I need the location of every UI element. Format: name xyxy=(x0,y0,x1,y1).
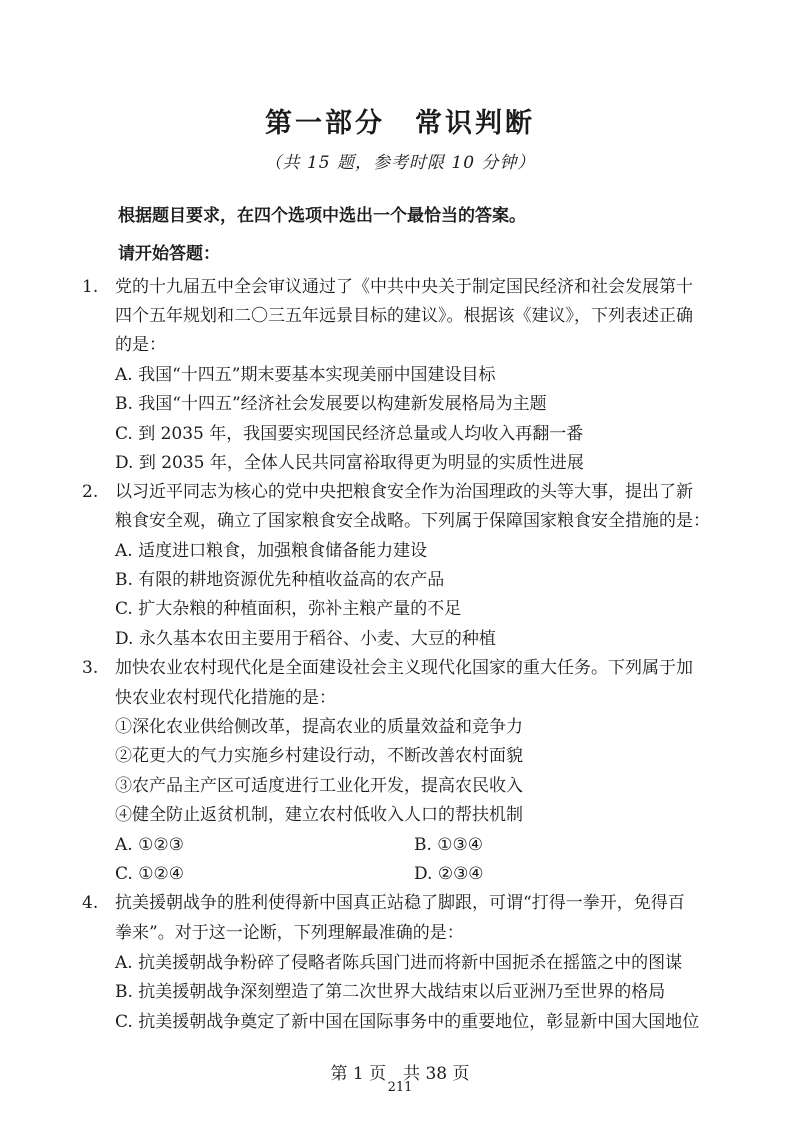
question-stem-line: 的是： xyxy=(115,335,166,355)
question-number: 1. xyxy=(82,277,99,297)
answer-option: A. 我国“十四五”期末要基本实现美丽中国建设目标 xyxy=(115,365,496,385)
question-number: 2. xyxy=(82,482,99,502)
question-stem-line: 快农业农村现代化措施的是： xyxy=(115,688,336,708)
answer-option: B. 有限的耕地资源优先种植收益高的农产品 xyxy=(115,570,445,590)
statement-item: ②花更大的气力实施乡村建设行动，不断改善农村面貌 xyxy=(115,746,523,766)
question-number: 3. xyxy=(82,658,99,678)
statement-item: ①深化农业供给侧改革，提高农业的质量效益和竞争力 xyxy=(115,717,523,737)
answer-option: D. 到 2035 年，全体人民共同富裕取得更为明显的实质性进展 xyxy=(115,453,584,473)
question-stem-line: 四个五年规划和二〇三五年远景目标的建议》。根据该《建议》，下列表述正确 xyxy=(115,306,693,326)
question-stem-line: 以习近平同志为核心的党中央把粮食安全作为治国理政的头等大事，提出了新 xyxy=(115,482,693,502)
answer-option: A. ①②③ xyxy=(115,835,184,855)
answer-option: A. 适度进口粮食，加强粮食储备能力建设 xyxy=(115,541,428,561)
answer-option: C. 抗美援朝战争奠定了新中国在国际事务中的重要地位，彰显新中国大国地位 xyxy=(115,1012,700,1032)
question-stem-line: 加快农业农村现代化是全面建设社会主义现代化国家的重大任务。下列属于加 xyxy=(115,658,693,678)
answer-option: A. 抗美援朝战争粉碎了侵略者陈兵国门进而将新中国扼杀在摇篮之中的图谋 xyxy=(115,953,683,973)
question-stem-line: 拳来”。对于这一论断，下列理解最准确的是： xyxy=(115,923,464,943)
page-footer: 第 1 页 共 38 页 xyxy=(330,1064,470,1084)
page-number: 211 xyxy=(387,1080,413,1095)
answer-option: D. ②③④ xyxy=(414,864,484,884)
answer-option: C. ①②④ xyxy=(115,864,184,884)
statement-item: ③农产品主产区可适度进行工业化开发，提高农民收入 xyxy=(115,776,523,796)
section-subtitle: （共 15 题，参考时限 10 分钟） xyxy=(264,153,536,173)
instruction-line: 根据题目要求，在四个选项中选出一个最恰当的答案。 xyxy=(118,206,526,226)
answer-option: C. 到 2035 年，我国要实现国民经济总量或人均收入再翻一番 xyxy=(115,424,584,444)
question-stem-line: 党的十九届五中全会审议通过了《中共中央关于制定国民经济和社会发展第十 xyxy=(115,277,693,297)
question-number: 4. xyxy=(82,893,99,913)
question-stem-line: 抗美援朝战争的胜利使得新中国真正站稳了脚跟，可谓“打得一拳开，免得百 xyxy=(115,893,685,913)
answer-option: D. 永久基本农田主要用于稻谷、小麦、大豆的种植 xyxy=(115,629,496,649)
question-stem-line: 粮食安全观，确立了国家粮食安全战略。下列属于保障国家粮食安全措施的是： xyxy=(115,511,710,531)
answer-option: C. 扩大杂粮的种植面积，弥补主粮产量的不足 xyxy=(115,599,462,619)
answer-option: B. 抗美援朝战争深刻塑造了第二次世界大战结束以后亚洲乃至世界的格局 xyxy=(115,982,666,1002)
answer-option: B. 我国“十四五”经济社会发展要以构建新发展格局为主题 xyxy=(115,394,547,414)
instruction-start: 请开始答题： xyxy=(118,244,220,264)
answer-option: B. ①③④ xyxy=(414,835,484,855)
section-title: 第一部分 常识判断 xyxy=(265,108,535,139)
statement-item: ④健全防止返贫机制，建立农村低收入人口的帮扶机制 xyxy=(115,805,523,825)
